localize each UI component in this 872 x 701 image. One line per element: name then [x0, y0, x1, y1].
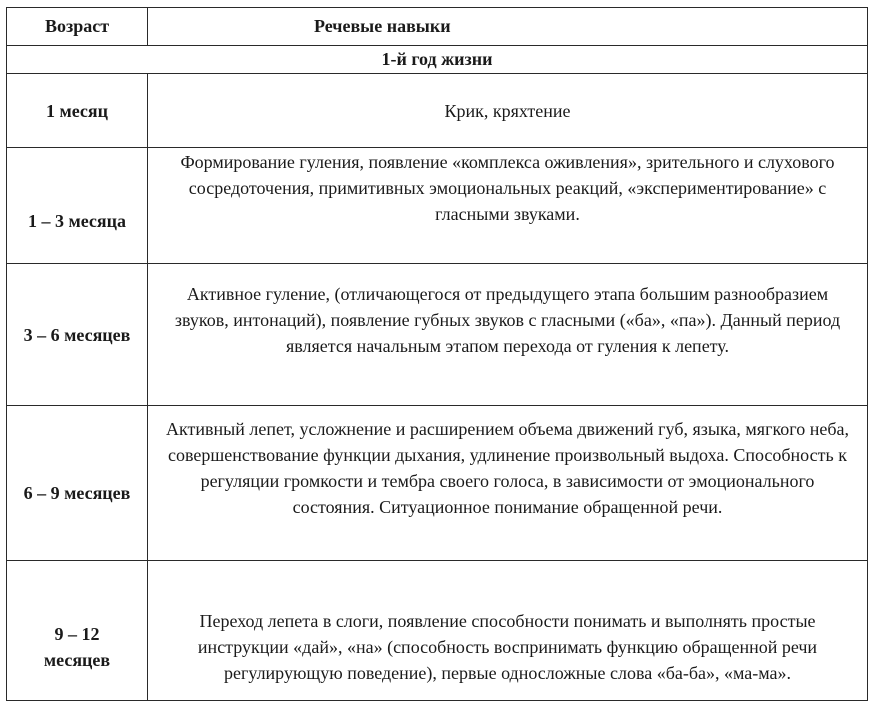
table-header-row [7, 8, 868, 46]
age-text: 1 месяц [45, 100, 109, 121]
skills-text: Активный лепет, усложнение и расширением объема движений губ, языка, мягкого неба, совершенствование функции дыхания, удлинение произвольный выдоха. Способность к регуляции громкости и тембра своего голоса, в зависимости от эмоционального состояния. Ситуационное понимание обращенной речи. [165, 419, 850, 517]
skills-text: Активное гуление, (отличающегося от предыдущего этапа большим разнообразием звуков, интонаций), появление губных звуков с гласными («ба», «па»). Данный период является начальным этапом перехода от гуления к лепету. [174, 283, 841, 356]
age-text-line2: месяцев [43, 649, 111, 670]
section-title: 1-й год жизни [7, 46, 868, 74]
age-cell [7, 148, 148, 264]
header-skills: Речевые навыки [148, 8, 868, 46]
age-text: 6 – 9 месяцев [23, 483, 131, 503]
skills-cell [148, 74, 868, 148]
speech-skills-table [6, 7, 868, 701]
table-row [7, 74, 868, 148]
age-text: 3 – 6 месяцев [23, 324, 131, 345]
table-row [7, 406, 868, 561]
skills-text: Формирование гуления, появление «комплекса оживления», зрительного и слухового сосредоточения, примитивных эмоциональных реакций, «экспериментирование» с гласными звуками. [180, 151, 835, 224]
table-row [7, 148, 868, 264]
section-row [7, 46, 868, 74]
skills-cell [148, 561, 868, 701]
skills-text: Крик, кряхтение [444, 100, 571, 121]
age-text-wrap [7, 589, 147, 673]
header-age: Возраст [7, 8, 148, 46]
age-text: 1 – 3 месяца [27, 210, 127, 231]
age-cell [7, 264, 148, 406]
age-cell [7, 74, 148, 148]
table-row [7, 264, 868, 406]
skills-cell [148, 406, 868, 561]
skills-text: Переход лепета в слоги, появление способности понимать и выполнять простые инструкции «дай», «на» (способность воспринимать функцию обращенной речи регулирующую поведение), первые односложные слова «ба-ба», «ма-ма». [197, 610, 818, 683]
age-text-line1: 9 – 12 [54, 623, 100, 644]
table-row [7, 561, 868, 701]
age-cell [7, 561, 148, 701]
skills-cell [148, 264, 868, 406]
age-cell [7, 406, 148, 561]
skills-cell [148, 148, 868, 264]
